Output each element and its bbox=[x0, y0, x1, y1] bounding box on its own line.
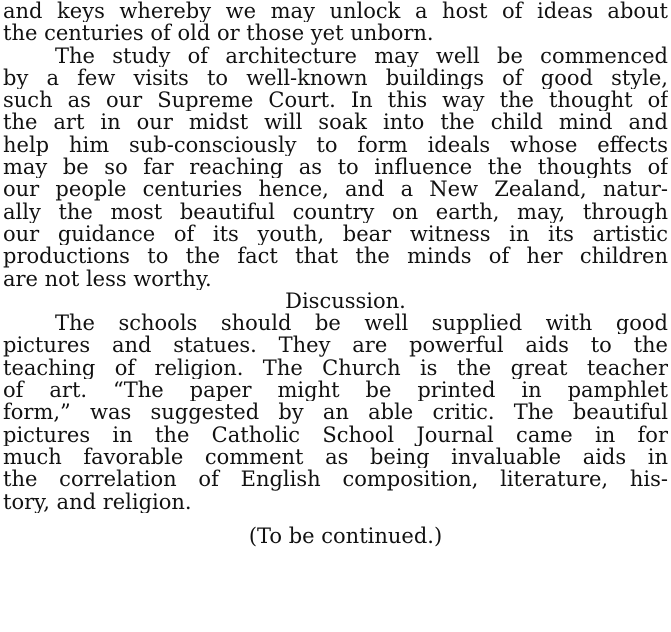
paragraph-1 bbox=[3, 0, 668, 45]
text-line: by a few visits to well-known buildings of good style, bbox=[3, 66, 668, 90]
text-line: and keys whereby we may unlock a host of ideas about bbox=[3, 0, 668, 23]
text-line: may be so far reaching as to influence the thoughts of bbox=[3, 156, 668, 179]
text-line: our people centuries hence, and a New Zealand, natur- bbox=[3, 178, 668, 201]
text-line: The schools should be well supplied with good bbox=[55, 312, 668, 335]
article-page bbox=[3, 0, 668, 547]
paragraph-2 bbox=[3, 45, 668, 290]
text-line: productions to the fact that the minds of her children bbox=[3, 245, 668, 268]
text-line: are not less worthy. bbox=[3, 267, 212, 290]
section-heading: Discussion. bbox=[285, 288, 406, 313]
text-line: much favorable comment as being invaluable aids in bbox=[3, 445, 668, 469]
text-line: form,” was suggested by an able critic. The beautiful bbox=[3, 401, 668, 424]
text-line: the correlation of English composition, literature, his- bbox=[3, 468, 668, 491]
continued-note: (To be continued.) bbox=[248, 523, 443, 548]
text-line: tory, and religion. bbox=[3, 490, 192, 513]
text-line: our guidance of its youth, bear witness in its artistic bbox=[3, 222, 668, 246]
text-line: ally the most beautiful country on earth, may, through bbox=[3, 200, 668, 223]
paragraph-3 bbox=[3, 312, 668, 513]
text-line: the art in our midst will soak into the child mind and bbox=[3, 111, 668, 134]
text-line: pictures in the Catholic School Journal came in for bbox=[3, 423, 668, 446]
text-line: teaching of religion. The Church is the great teacher bbox=[3, 356, 668, 380]
text-line: the centuries of old or those yet unborn. bbox=[3, 22, 434, 45]
text-line: of art. “The paper might be printed in pamphlet bbox=[3, 379, 668, 402]
text-line: such as our Supreme Court. In this way the thought of bbox=[3, 89, 668, 112]
text-line: help him sub-consciously to form ideals whose effects bbox=[3, 133, 668, 157]
text-line: pictures and statues. They are powerful aids to the bbox=[3, 334, 668, 357]
text-line: The study of architecture may well be commenced bbox=[55, 44, 668, 67]
